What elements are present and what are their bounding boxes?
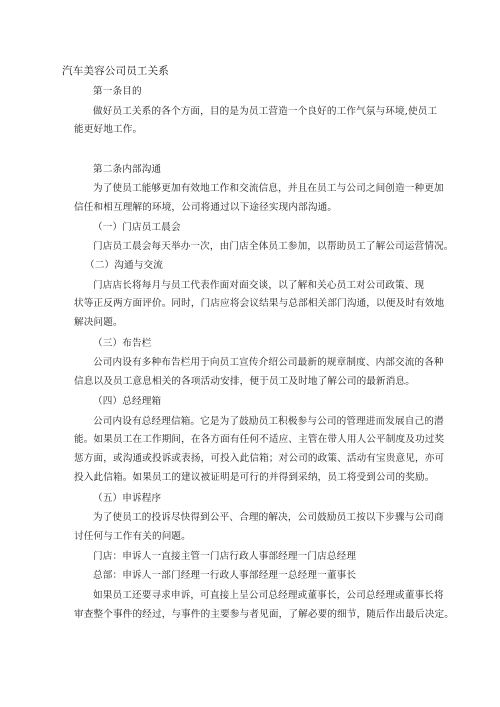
- article-1-paragraph-line: 能更好地工作。: [74, 124, 143, 135]
- section-3-paragraph-line: 公司内设有多种布告栏用于向员工宣传介绍公司最新的规章制度、内部交流的各种: [93, 357, 444, 368]
- section-4-paragraph-line: 公司内设有总经理信箱。它是为了鼓励员工积极参与公司的管理进而发展自己的潜: [93, 416, 444, 427]
- section-1-heading: （一）门店员工晨会: [93, 222, 181, 233]
- section-5-paragraph-line: 总部：申诉人一部门经理一行政人事部经理一总经理一董事长: [93, 570, 357, 581]
- article-1-paragraph-line: 做好员工关系的各个方面，目的是为员工营造一个良好的工作气氛与环境,使员工: [93, 106, 438, 117]
- section-4-paragraph-line: 惩方面，或沟通或投诉或表扬，可投入此信箱；对公司的政策、活动有宝贵意见，亦可: [74, 453, 445, 464]
- section-3-heading: （三）布告栏: [93, 338, 152, 349]
- section-2-paragraph-line: 状等正反两方面评价。同时，门店应将会议结果与总部相关部门沟通，以便及时有效地: [74, 298, 445, 309]
- section-4-paragraph-line: 投入此信箱。如果员工的建议被证明是可行的并得到采纳，员工将受到公司的奖励。: [74, 472, 435, 483]
- section-1-paragraph-line: 门店员工晨会每天举办一次，由门店全体员工参加，以帮助员工了解公司运营情况。: [93, 241, 454, 252]
- document-title: 汽车美容公司员工关系: [62, 65, 169, 77]
- section-5-paragraph-line: 如果员工还要寻求申诉，可直接上呈公司总经理或董事长，公司总经理或董事长将: [93, 590, 444, 601]
- section-3-paragraph-line: 信息以及员工意息相关的各项活动安排，便于员工及时地了解公司的最新消息。: [74, 376, 416, 387]
- article-2-paragraph-line: 信任和相互理解的环境，公司将通过以下途径实现内部沟通。: [74, 202, 338, 213]
- section-5-paragraph-line: 为了使员工的投诉尽快得到公平、合理的解决，公司鼓励员工按以下步骤与公司商: [93, 512, 444, 523]
- article-2-heading: 第二条内部沟通: [93, 164, 162, 175]
- section-5-paragraph-line: 讨任何与工作有关的问题。: [74, 531, 191, 542]
- article-1-heading: 第一条目的: [93, 86, 142, 97]
- article-2-paragraph-line: 为了使员工能够更加有效地工作和交流信息，并且在员工与公司之间创造一种更加: [93, 183, 444, 194]
- section-5-paragraph-line: 审查整个事件的经过，与事件的主要参与者见面，了解必要的细节，随后作出最后决定。: [74, 609, 455, 620]
- section-2-paragraph-line: 门店店长将每月与员工代表作面对面交谈，以了解和关心员工对公司政策、现: [93, 280, 425, 291]
- section-5-paragraph-line: 门店：申诉人一直接主管一门店行政人事部经理一门店总经理: [93, 551, 357, 562]
- section-4-paragraph-line: 能。如果员工在工作期间，在各方面有任何不适应、主管在带人用人公平制度及功过奖: [74, 434, 445, 445]
- section-5-heading: （五）申诉程序: [93, 493, 162, 504]
- section-4-heading: （四）总经理箱: [93, 396, 162, 407]
- section-2-heading: （二）沟通与交流: [85, 260, 163, 271]
- section-2-paragraph-line: 解决问题。: [74, 317, 123, 328]
